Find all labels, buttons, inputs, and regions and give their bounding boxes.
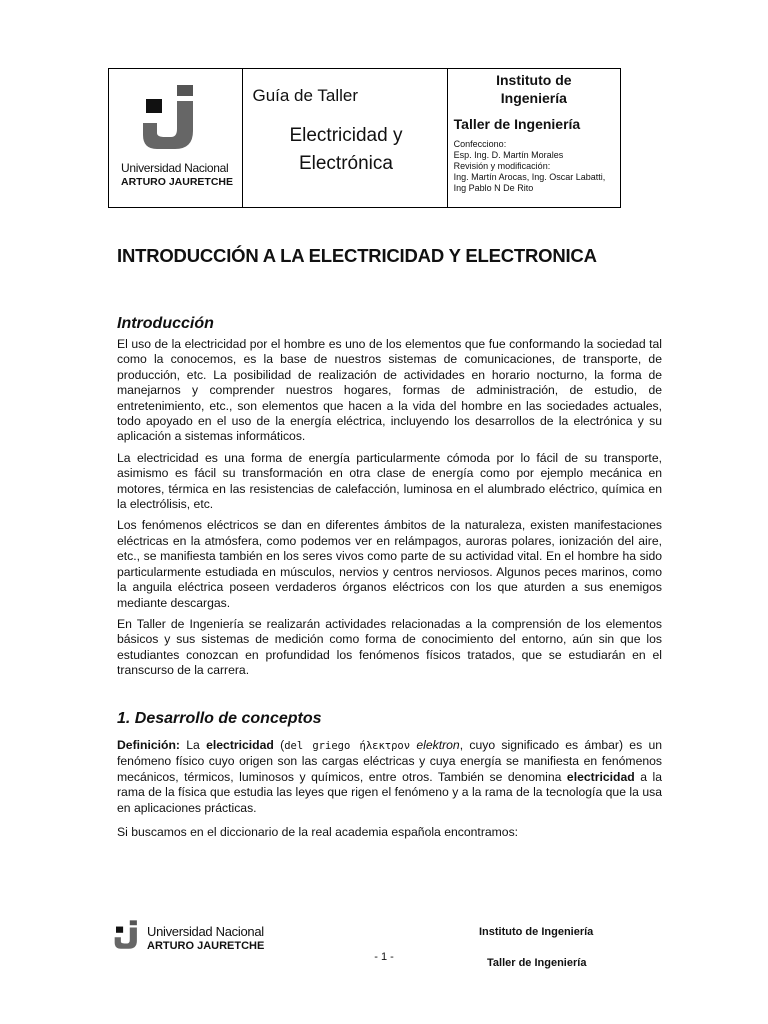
intro-heading: Introducción xyxy=(117,315,214,332)
revision-names-2: Ing Pablo N De Rito xyxy=(453,183,534,193)
definition-text-3: , cuyo significado es ámbar) es un fenómeno físico cuyo origen son las cargas eléctricas y cuya energía se manifiesta en fenómenos mecánicos, térmicos, luminosos y químicos, entre otros. También se denomina xyxy=(117,738,662,784)
definition-greek: del griego ήλεκτρον xyxy=(284,740,411,752)
header-table xyxy=(108,68,621,208)
institute-cell xyxy=(448,69,620,207)
revision-names-1: Ing. Martín Arocas, Ing. Oscar Labatti, xyxy=(453,172,606,182)
university-logo-icon xyxy=(137,83,209,153)
revision-label: Revisión y modificación: xyxy=(453,161,551,171)
definition-italic: elektron xyxy=(410,738,460,752)
guide-title-line1: Electricidad y xyxy=(289,125,403,146)
concepts-heading: 1. Desarrollo de conceptos xyxy=(117,710,322,727)
confecciono-label: Confecciono: xyxy=(453,139,507,149)
footer-university-sub: ARTURO JAURETCHE xyxy=(147,940,265,952)
definition-label: Definición: xyxy=(117,738,180,752)
taller-name: Taller de Ingeniería xyxy=(453,116,581,132)
intro-section xyxy=(117,315,662,679)
footer-institute: Instituto de Ingeniería xyxy=(479,926,594,938)
intro-paragraph-3: Los fenómenos eléctricos se dan en diferentes ámbitos de la naturaleza, existen manifestaciones eléctricas en la atmósfera, como podemos ver en relámpagos, auroras polares, ionización del aire, etc., se manifiesta también en los seres vivos como parte de su actividad vital. En el hombre ha sido particularmente estudiada en músculos, nervios y centros nerviosos. Algunos peces marinos, como la anguila eléctrica poseen verdaderos órganos eléctricos con los que aturden a sus enemigos mediante descargas. xyxy=(117,518,662,610)
intro-paragraph-1: El uso de la electricidad por el hombre es uno de los elementos que fue conformando la sociedad tal como la conocemos, es la base de nuestros sistemas de comunicaciones, de transporte, de producción, etc. La posibilidad de realización de actividades en horario nocturno, la forma de manejarnos y comprender nuestros hogares, formas de administración, de estudio, de entretenimiento, etc., son elementos que hacen a la vida del hombre en las sociedades actuales, todo apoyado en el uso de la energía eléctrica, incluyendo los desarrollos de la electrónica y su aplicación a sistemas informáticos. xyxy=(117,337,662,444)
institute-name xyxy=(454,71,614,107)
main-title: INTRODUCCIÓN A LA ELECTRICIDAD Y ELECTRONICA xyxy=(117,245,597,266)
guide-label: Guía de Taller xyxy=(252,86,358,105)
title-cell xyxy=(243,69,447,207)
institute-line1: Instituto de xyxy=(496,72,572,88)
intro-paragraph-2: La electricidad es una forma de energía particularmente cómoda por lo fácil de su transporte, asimismo es fácil su transformación en otra clase de energía como por ejemplo mecánica en motores, térmica en las resistencias de calefacción, luminosa en el alumbrado eléctrico, química en la electrólisis, etc. xyxy=(117,450,662,512)
guide-title xyxy=(243,122,448,178)
intro-paragraph-4: En Taller de Ingeniería se realizarán actividades relacionadas a la comprensión de los elementos básicos y sus sistemas de medición como forma de conocimiento del entorno, aún sin que los estudiantes conozcan en profundidad los fenómenos físicos tratados, que se estudiarán en el transcurso de la carrera. xyxy=(117,616,662,678)
institute-line2: Ingeniería xyxy=(500,90,567,106)
definition-text-1: La xyxy=(179,738,207,752)
credits xyxy=(454,139,614,194)
logo-university-sub: ARTURO JAURETCHE xyxy=(121,176,234,188)
footer-taller: Taller de Ingeniería xyxy=(487,957,587,969)
definition-bold-1: electricidad xyxy=(206,738,274,752)
dictionary-paragraph: Si buscamos en el diccionario de la real academia española encontramos: xyxy=(117,825,519,840)
page-number: - 1 - xyxy=(374,951,394,963)
logo-cell xyxy=(109,69,243,207)
guide-title-line2: Electrónica xyxy=(298,153,393,174)
logo-university-name: Universidad Nacional xyxy=(121,161,229,175)
definition-paragraph xyxy=(117,738,662,816)
footer-university-name: Universidad Nacional xyxy=(147,924,264,939)
definition-bold-2: electricidad xyxy=(566,769,635,784)
definition-text-4: a la rama de la física que estudia las leyes que rigen el fenómeno y a la rama de la tecnología que la usa en aplicaciones prácticas. xyxy=(117,769,662,815)
concepts-section xyxy=(117,710,662,840)
definition-text-2: ( xyxy=(273,738,285,752)
confecciono-name: Esp. Ing. D. Martín Morales xyxy=(453,150,564,160)
